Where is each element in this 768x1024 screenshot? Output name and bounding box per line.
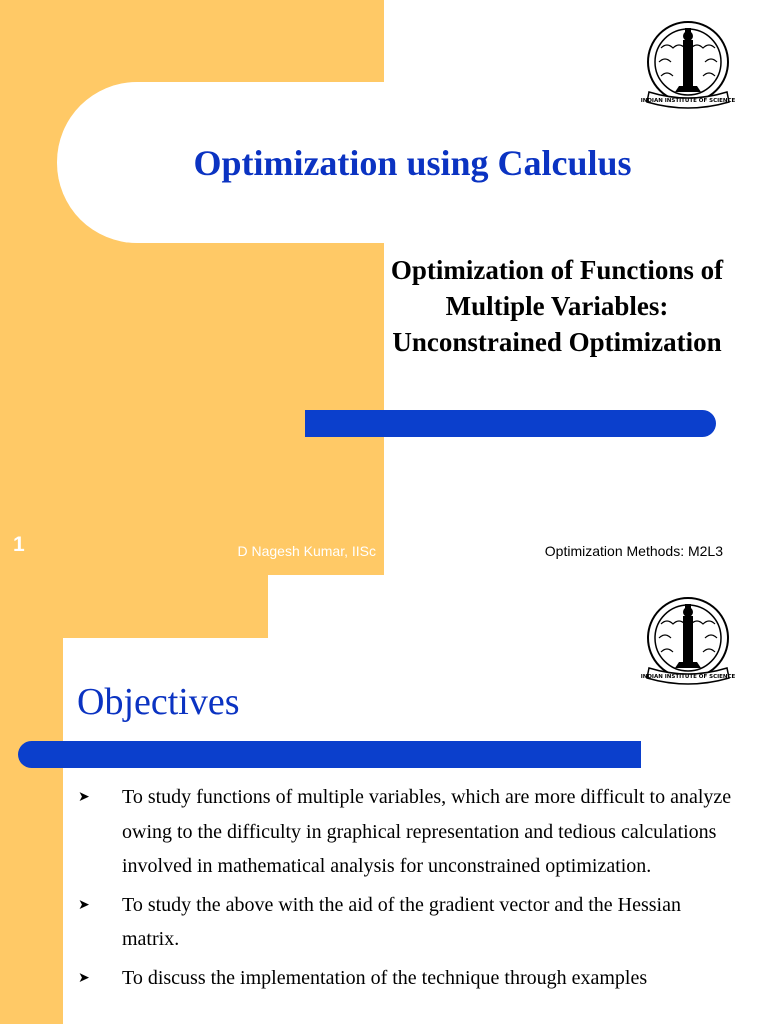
svg-text:INDIAN INSTITUTE OF SCIENCE: INDIAN INSTITUTE OF SCIENCE [641, 98, 735, 104]
svg-text:INDIAN INSTITUTE OF SCIENCE: INDIAN INSTITUTE OF SCIENCE [641, 674, 735, 680]
slide1-accent-bar [305, 410, 716, 437]
iisc-logo-icon [641, 18, 735, 110]
bullet-text: To discuss the implementation of the technique through examples [122, 966, 648, 989]
slide-author-footer: D Nagesh Kumar, IISc [237, 543, 376, 559]
slide2-title: Objectives [77, 681, 240, 723]
iisc-logo-icon [641, 594, 735, 686]
slide2-accent-bar [18, 741, 641, 768]
slide2-orange-left-band [0, 575, 63, 1024]
slide1-subtitle: Optimization of Functions of Multiple Variables: Unconstrained Optimization [390, 255, 724, 357]
objectives-list [76, 780, 736, 999]
arrowhead-bullet-icon: ➤ [78, 969, 90, 986]
arrowhead-bullet-icon: ➤ [78, 896, 90, 913]
slide-number: 1 [13, 533, 25, 556]
slide-course-footer: Optimization Methods: M2L3 [544, 543, 723, 559]
list-item [76, 780, 736, 884]
list-item [76, 888, 736, 957]
list-item [76, 961, 736, 996]
arrowhead-bullet-icon: ➤ [78, 789, 90, 805]
bullet-text: To study the above with the aid of the gradient vector and the Hessian matrix. [122, 893, 681, 950]
bullet-text: To study functions of multiple variables, which are more difficult to analyze owing to the difficulty in graphical representation and tedious calculations involved in mathematical analysis for unconstrained optimization. [122, 786, 732, 877]
slide1-title: Optimization using Calculus [193, 142, 632, 183]
